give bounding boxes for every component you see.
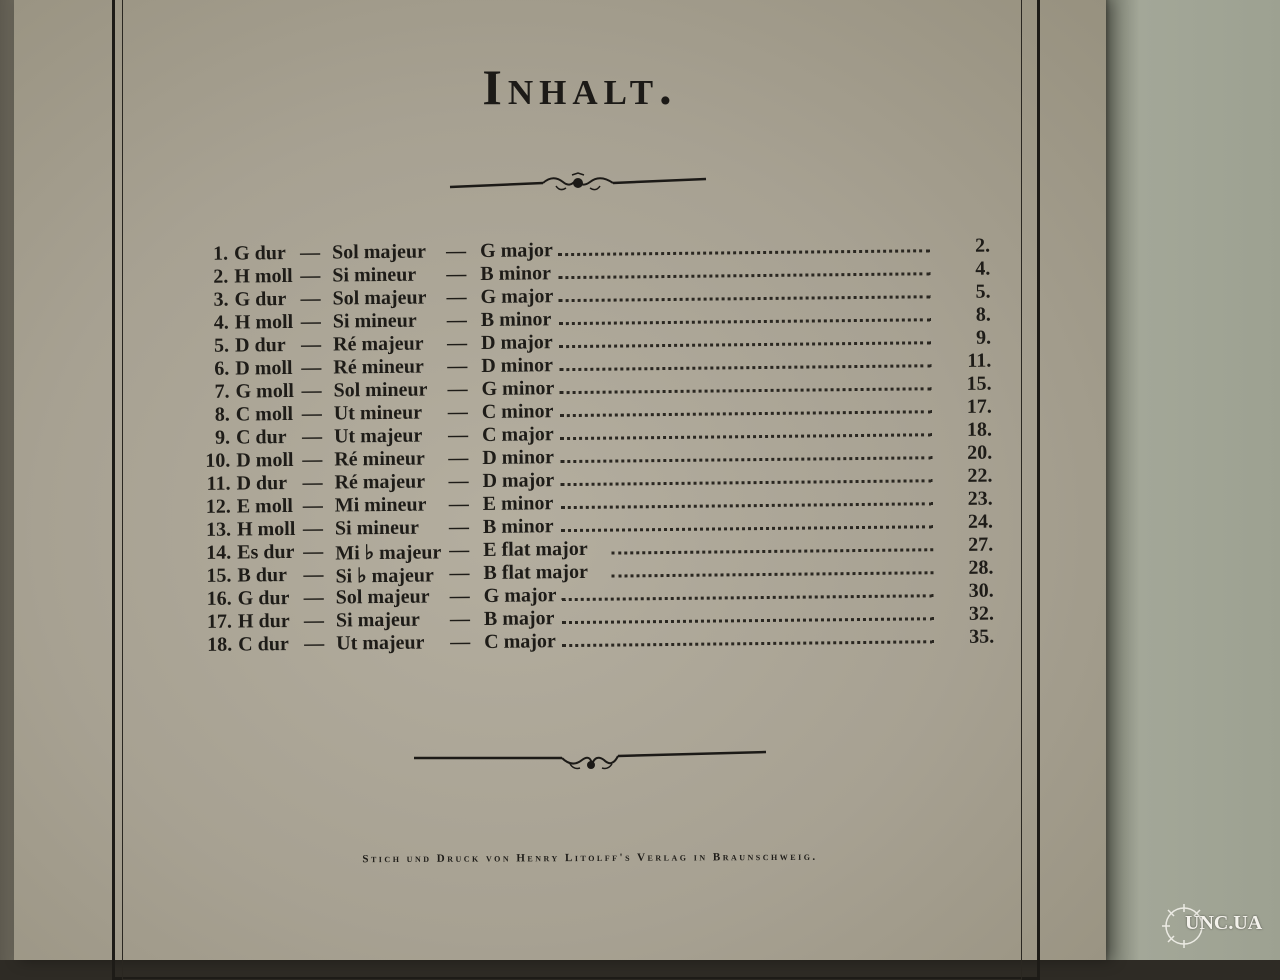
entry-french-key: Sol majeur — [332, 286, 427, 310]
entry-german-key: C dur — [235, 425, 287, 449]
entry-page-number: 18. — [966, 418, 993, 441]
entry-english-key: D major — [480, 331, 553, 354]
entry-dash: — — [447, 424, 469, 447]
entry-dash: — — [300, 310, 321, 333]
entry-number: 9. — [214, 426, 231, 449]
entry-dash: — — [450, 631, 471, 654]
entry-dash: — — [303, 609, 325, 632]
entry-dash: — — [448, 447, 469, 470]
entry-page-number: 22. — [967, 464, 993, 487]
entry-french-key: Ré mineur — [334, 447, 425, 471]
entry-english-key: G major — [479, 239, 553, 262]
dot-leader — [559, 295, 931, 302]
imprint-line: Stich und Druck von Henry Litolff's Verlag in Braunschweig. — [362, 850, 818, 866]
entry-german-key: C moll — [235, 402, 294, 426]
entry-page-number: 20. — [967, 441, 993, 464]
entry-french-key: Si mineur — [332, 263, 417, 287]
entry-page-number: 32. — [968, 602, 995, 625]
entry-dash: — — [300, 333, 322, 356]
entry-german-key: H moll — [234, 310, 294, 334]
entry-dash: — — [449, 608, 471, 631]
entry-french-key: Ut mineur — [333, 401, 423, 425]
entry-page-number: 11. — [967, 349, 992, 372]
entry-dash: — — [299, 241, 321, 264]
entry-english-key: B minor — [482, 515, 554, 538]
entry-english-key: D major — [482, 469, 555, 492]
entry-english-key: C major — [484, 630, 556, 653]
entry-english-key: B minor — [480, 308, 552, 331]
entry-german-key: Es dur — [237, 540, 295, 564]
entry-dash: — — [302, 494, 323, 517]
entry-page-number: 4. — [975, 257, 991, 280]
entry-dash: — — [449, 585, 470, 608]
entry-german-key: E moll — [236, 494, 293, 518]
entry-number: 12. — [205, 495, 231, 518]
entry-page-number: 35. — [969, 625, 995, 648]
entry-number: 10. — [205, 449, 231, 472]
entry-dash: — — [448, 493, 469, 516]
entry-page-number: 2. — [974, 234, 991, 257]
entry-number: 17. — [206, 610, 233, 633]
entry-english-key: C major — [481, 423, 554, 446]
entry-english-key: D minor — [481, 354, 554, 377]
entry-page-number: 30. — [968, 579, 994, 602]
entry-french-key: Si ♭ majeur — [335, 564, 434, 588]
entry-number: 11. — [206, 472, 231, 495]
entry-page-number: 8. — [975, 303, 991, 326]
entry-english-key: E minor — [482, 492, 554, 515]
entry-number: 13. — [205, 518, 232, 541]
entry-dash: — — [448, 516, 470, 539]
entry-dash: — — [300, 264, 321, 287]
entry-german-key: D moll — [236, 448, 294, 472]
entry-german-key: G dur — [237, 586, 290, 610]
entry-number: 5. — [213, 334, 230, 357]
entry-french-key: Mi ♭ majeur — [335, 541, 442, 565]
entry-french-key: Ut majeur — [336, 631, 425, 655]
entry-english-key: G major — [483, 584, 557, 607]
entry-dash: — — [303, 563, 324, 586]
entry-number: 7. — [214, 380, 230, 403]
dot-leader — [560, 387, 932, 394]
dot-leader — [560, 410, 932, 417]
entry-page-number: 17. — [966, 395, 992, 418]
entry-english-key: G minor — [481, 377, 555, 400]
entry-number: 8. — [214, 403, 230, 426]
entry-english-key: G major — [480, 285, 554, 308]
entry-dash: — — [304, 632, 325, 655]
entry-number: 3. — [213, 288, 229, 311]
entry-german-key: D dur — [234, 334, 286, 357]
entry-french-key: Si majeur — [335, 608, 420, 632]
entry-dash: — — [300, 287, 321, 310]
entry-dash: — — [448, 470, 469, 493]
dot-leader — [611, 571, 933, 577]
entry-german-key: G dur — [234, 287, 287, 311]
entry-dash: — — [303, 540, 324, 563]
dot-leader — [560, 433, 932, 440]
dot-leader — [561, 502, 933, 509]
entry-german-key: B dur — [237, 564, 288, 587]
entry-english-key: B minor — [480, 262, 552, 285]
entry-number: 2. — [213, 265, 229, 288]
entry-german-key: C dur — [238, 632, 289, 656]
entry-dash: — — [301, 379, 322, 402]
entry-dash: — — [446, 332, 468, 355]
entry-number: 1. — [212, 242, 229, 265]
facing-page — [1100, 0, 1280, 960]
entry-dash: — — [446, 286, 467, 309]
entry-english-key: B flat major — [483, 560, 589, 584]
table-of-contents — [190, 235, 994, 657]
entry-dash: — — [445, 240, 467, 263]
entry-french-key: Sol majeur — [335, 585, 430, 609]
dot-leader — [559, 341, 931, 348]
entry-french-key: Ré majeur — [334, 470, 426, 494]
entry-german-key: H moll — [234, 264, 293, 288]
entry-english-key: C minor — [481, 400, 554, 423]
entry-dash: — — [302, 448, 323, 471]
entry-page-number: 5. — [975, 280, 991, 303]
page-title: Inhalt. — [482, 59, 678, 115]
entry-french-key: Si mineur — [332, 309, 417, 333]
entry-page-number: 23. — [967, 487, 993, 510]
entry-dash: — — [301, 402, 322, 425]
entry-dash: — — [446, 263, 467, 286]
entry-page-number: 9. — [975, 326, 992, 349]
entry-french-key: Ré majeur — [332, 332, 424, 356]
dot-leader — [611, 548, 933, 554]
entry-german-key: H dur — [237, 609, 290, 633]
entry-dash: — — [303, 586, 324, 609]
dot-leader — [560, 456, 932, 463]
entry-english-key: E flat major — [483, 537, 588, 561]
entry-french-key: Mi mineur — [334, 493, 427, 517]
dot-leader — [558, 249, 930, 256]
entry-number: 18. — [207, 633, 233, 656]
entry-number: 6. — [214, 357, 230, 380]
dot-leader — [559, 318, 931, 325]
entry-page-number: 24. — [967, 510, 994, 533]
dot-leader — [558, 272, 930, 279]
entry-dash: — — [447, 378, 468, 401]
dot-leader — [562, 640, 934, 647]
entry-number: 14. — [206, 541, 232, 564]
entry-dash: — — [446, 309, 467, 332]
entry-german-key: H moll — [236, 517, 296, 541]
entry-page-number: 27. — [968, 533, 994, 556]
entry-dash: — — [301, 356, 322, 379]
entry-french-key: Si mineur — [334, 516, 420, 540]
entry-page-number: 15. — [966, 372, 992, 395]
dot-leader — [562, 594, 934, 601]
dot-leader — [561, 479, 933, 486]
watermark-text: UNC.UA — [1185, 912, 1263, 934]
dot-leader — [559, 364, 931, 371]
entry-french-key: Ut majeur — [333, 424, 423, 448]
entry-dash: — — [301, 425, 323, 448]
entry-dash: — — [449, 562, 470, 585]
entry-german-key: G dur — [233, 241, 286, 265]
top-ornament-icon — [448, 172, 708, 196]
bottom-ornament-icon — [412, 748, 768, 774]
entry-dash: — — [302, 471, 323, 494]
entry-german-key: G moll — [235, 379, 295, 403]
entry-number: 15. — [206, 564, 232, 587]
dot-leader — [561, 525, 933, 532]
entry-dash: — — [447, 355, 468, 378]
dot-leader — [562, 617, 934, 624]
entry-page-number: 28. — [968, 556, 994, 579]
entry-french-key: Sol majeur — [331, 240, 427, 264]
entry-french-key: Ré mineur — [333, 355, 424, 379]
entry-german-key: D dur — [236, 471, 288, 495]
entry-dash: — — [447, 401, 468, 424]
entry-english-key: B major — [483, 607, 555, 630]
entry-dash: — — [449, 539, 470, 562]
entry-german-key: D moll — [235, 356, 293, 380]
entry-number: 16. — [206, 587, 232, 610]
entry-english-key: D minor — [482, 446, 555, 469]
entry-number: 4. — [213, 311, 229, 334]
entry-french-key: Sol mineur — [333, 378, 428, 402]
entry-dash: — — [302, 517, 324, 540]
